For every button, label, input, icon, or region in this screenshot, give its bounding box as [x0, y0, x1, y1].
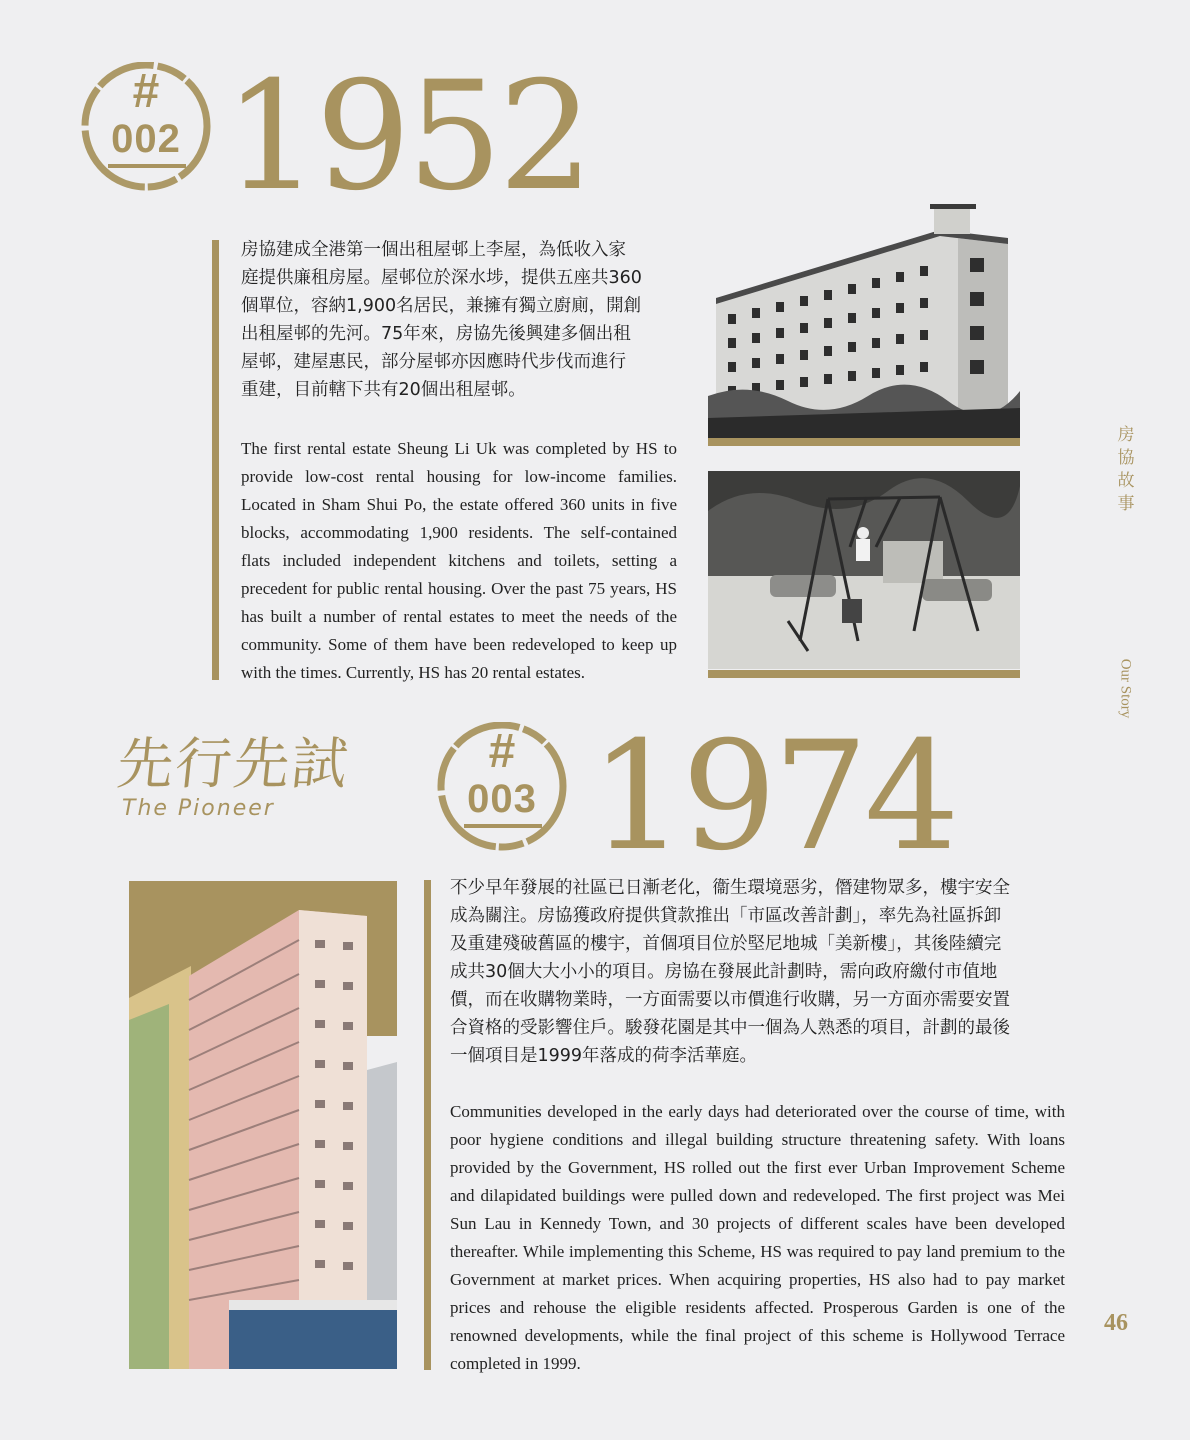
- zh-line: 成共30個大大小小的項目。房協在發展此計劃時，需向政府繳付市值地: [450, 962, 998, 982]
- sidebar-section-en: Our Story: [1117, 658, 1134, 719]
- entry1-zh-text: [241, 236, 681, 404]
- stamp-hash: #: [488, 725, 516, 778]
- entry1-en-text: The first rental estate Sheung Li Uk was completed by HS to provide low-cost rental housing for low-income families. Located in Sham Shui Po, the estate offered 360 units in five blocks, accommodating 1,900 residents. The self-contained flats included independent kitchens and toilets, setting a precedent for public rental housing. Over the past 75 years, HS has built a number of rental estates to meet the needs of the community. Some of them have been redeveloped to keep up with the times. Currently, HS has 20 rental estates.: [241, 439, 677, 682]
- zh-line: 重建，目前轄下共有20個出租屋邨。: [241, 380, 526, 400]
- stamp-number: 002: [111, 117, 181, 161]
- zh-line: 價，而在收購物業時，一方面需要以市價進行收購，另一方面亦需要安置: [450, 990, 1010, 1010]
- stamp-number: 003: [467, 777, 537, 821]
- pioneer-title-en: The Pioneer: [122, 796, 275, 821]
- zh-line: 出租屋邨的先河。75年來，房協先後興建多個出租: [241, 324, 631, 344]
- zh-line: 一個項目是1999年落成的荷李活華庭。: [450, 1046, 758, 1066]
- photo-playground-swings: [708, 471, 1020, 669]
- year-heading-1952: 1952: [224, 50, 590, 224]
- photo-prosperous-garden-building: [129, 900, 397, 1369]
- year-heading-1974: 1974: [590, 710, 956, 884]
- zh-line: 不少早年發展的社區已日漸老化，衞生環境惡劣，僭建物眾多，樓宇安全: [450, 878, 1010, 898]
- stamp-hash: #: [132, 65, 160, 118]
- stamp-badge-003: [432, 722, 572, 852]
- photo1-gold-rule: [708, 438, 1020, 446]
- photo2-gold-rule: [708, 670, 1020, 678]
- entry2-zh-text: [450, 874, 1070, 1070]
- stamp-badge-002: [76, 62, 216, 192]
- photo-sheung-li-uk-building: [708, 196, 1020, 438]
- zh-line: 庭提供廉租房屋。屋邨位於深水埗，提供五座共360: [241, 268, 642, 288]
- zh-line: 及重建殘破舊區的樓宇，首個項目位於堅尼地城「美新樓」，其後陸續完: [450, 934, 1002, 954]
- entry2-en-text: Communities developed in the early days had deteriorated over the course of time, with poor hygiene conditions and illegal building structure threatening safety. With loans provided by the Government, HS rolled out the first ever Urban Improvement Scheme and dilapidated buildings were pulled down and redeveloped. The first project was Mei Sun Lau in Kennedy Town, and 30 projects of different scales have been developed thereafter. While implementing this Scheme, HS was required to pay land premium to the Government at market prices. When acquiring properties, HS also had to pay market prices and rehouse the eligible residents affected. Prosperous Garden is one of the renowned developments, while the final project of this scheme is Hollywood Terrace completed in 1999.: [450, 1102, 1065, 1373]
- accent-bar-2: [424, 880, 431, 1370]
- stamp-underline: [464, 824, 542, 828]
- zh-line: 屋邨，建屋惠民，部分屋邨亦因應時代步伐而進行: [241, 352, 626, 372]
- sidebar-section-zh: [1115, 424, 1137, 516]
- zh-line: 房協建成全港第一個出租屋邨上李屋，為低收入家: [241, 240, 626, 260]
- stamp-underline: [108, 164, 186, 168]
- pioneer-title-zh: 先行先試: [114, 732, 353, 797]
- zh-line: 成為關注。房協獲政府提供貸款推出「市區改善計劃」，率先為社區拆卸: [450, 906, 1002, 926]
- page-number: 46: [1104, 1310, 1128, 1336]
- zh-line: 合資格的受影響住戶。駿發花園是其中一個為人熟悉的項目，計劃的最後: [450, 1018, 1010, 1038]
- sidebar-zh-text: 房協故事: [1117, 425, 1135, 514]
- accent-bar-1: [212, 240, 219, 680]
- zh-line: 個單位，容納1,900名居民，兼擁有獨立廚廁，開創: [241, 296, 642, 316]
